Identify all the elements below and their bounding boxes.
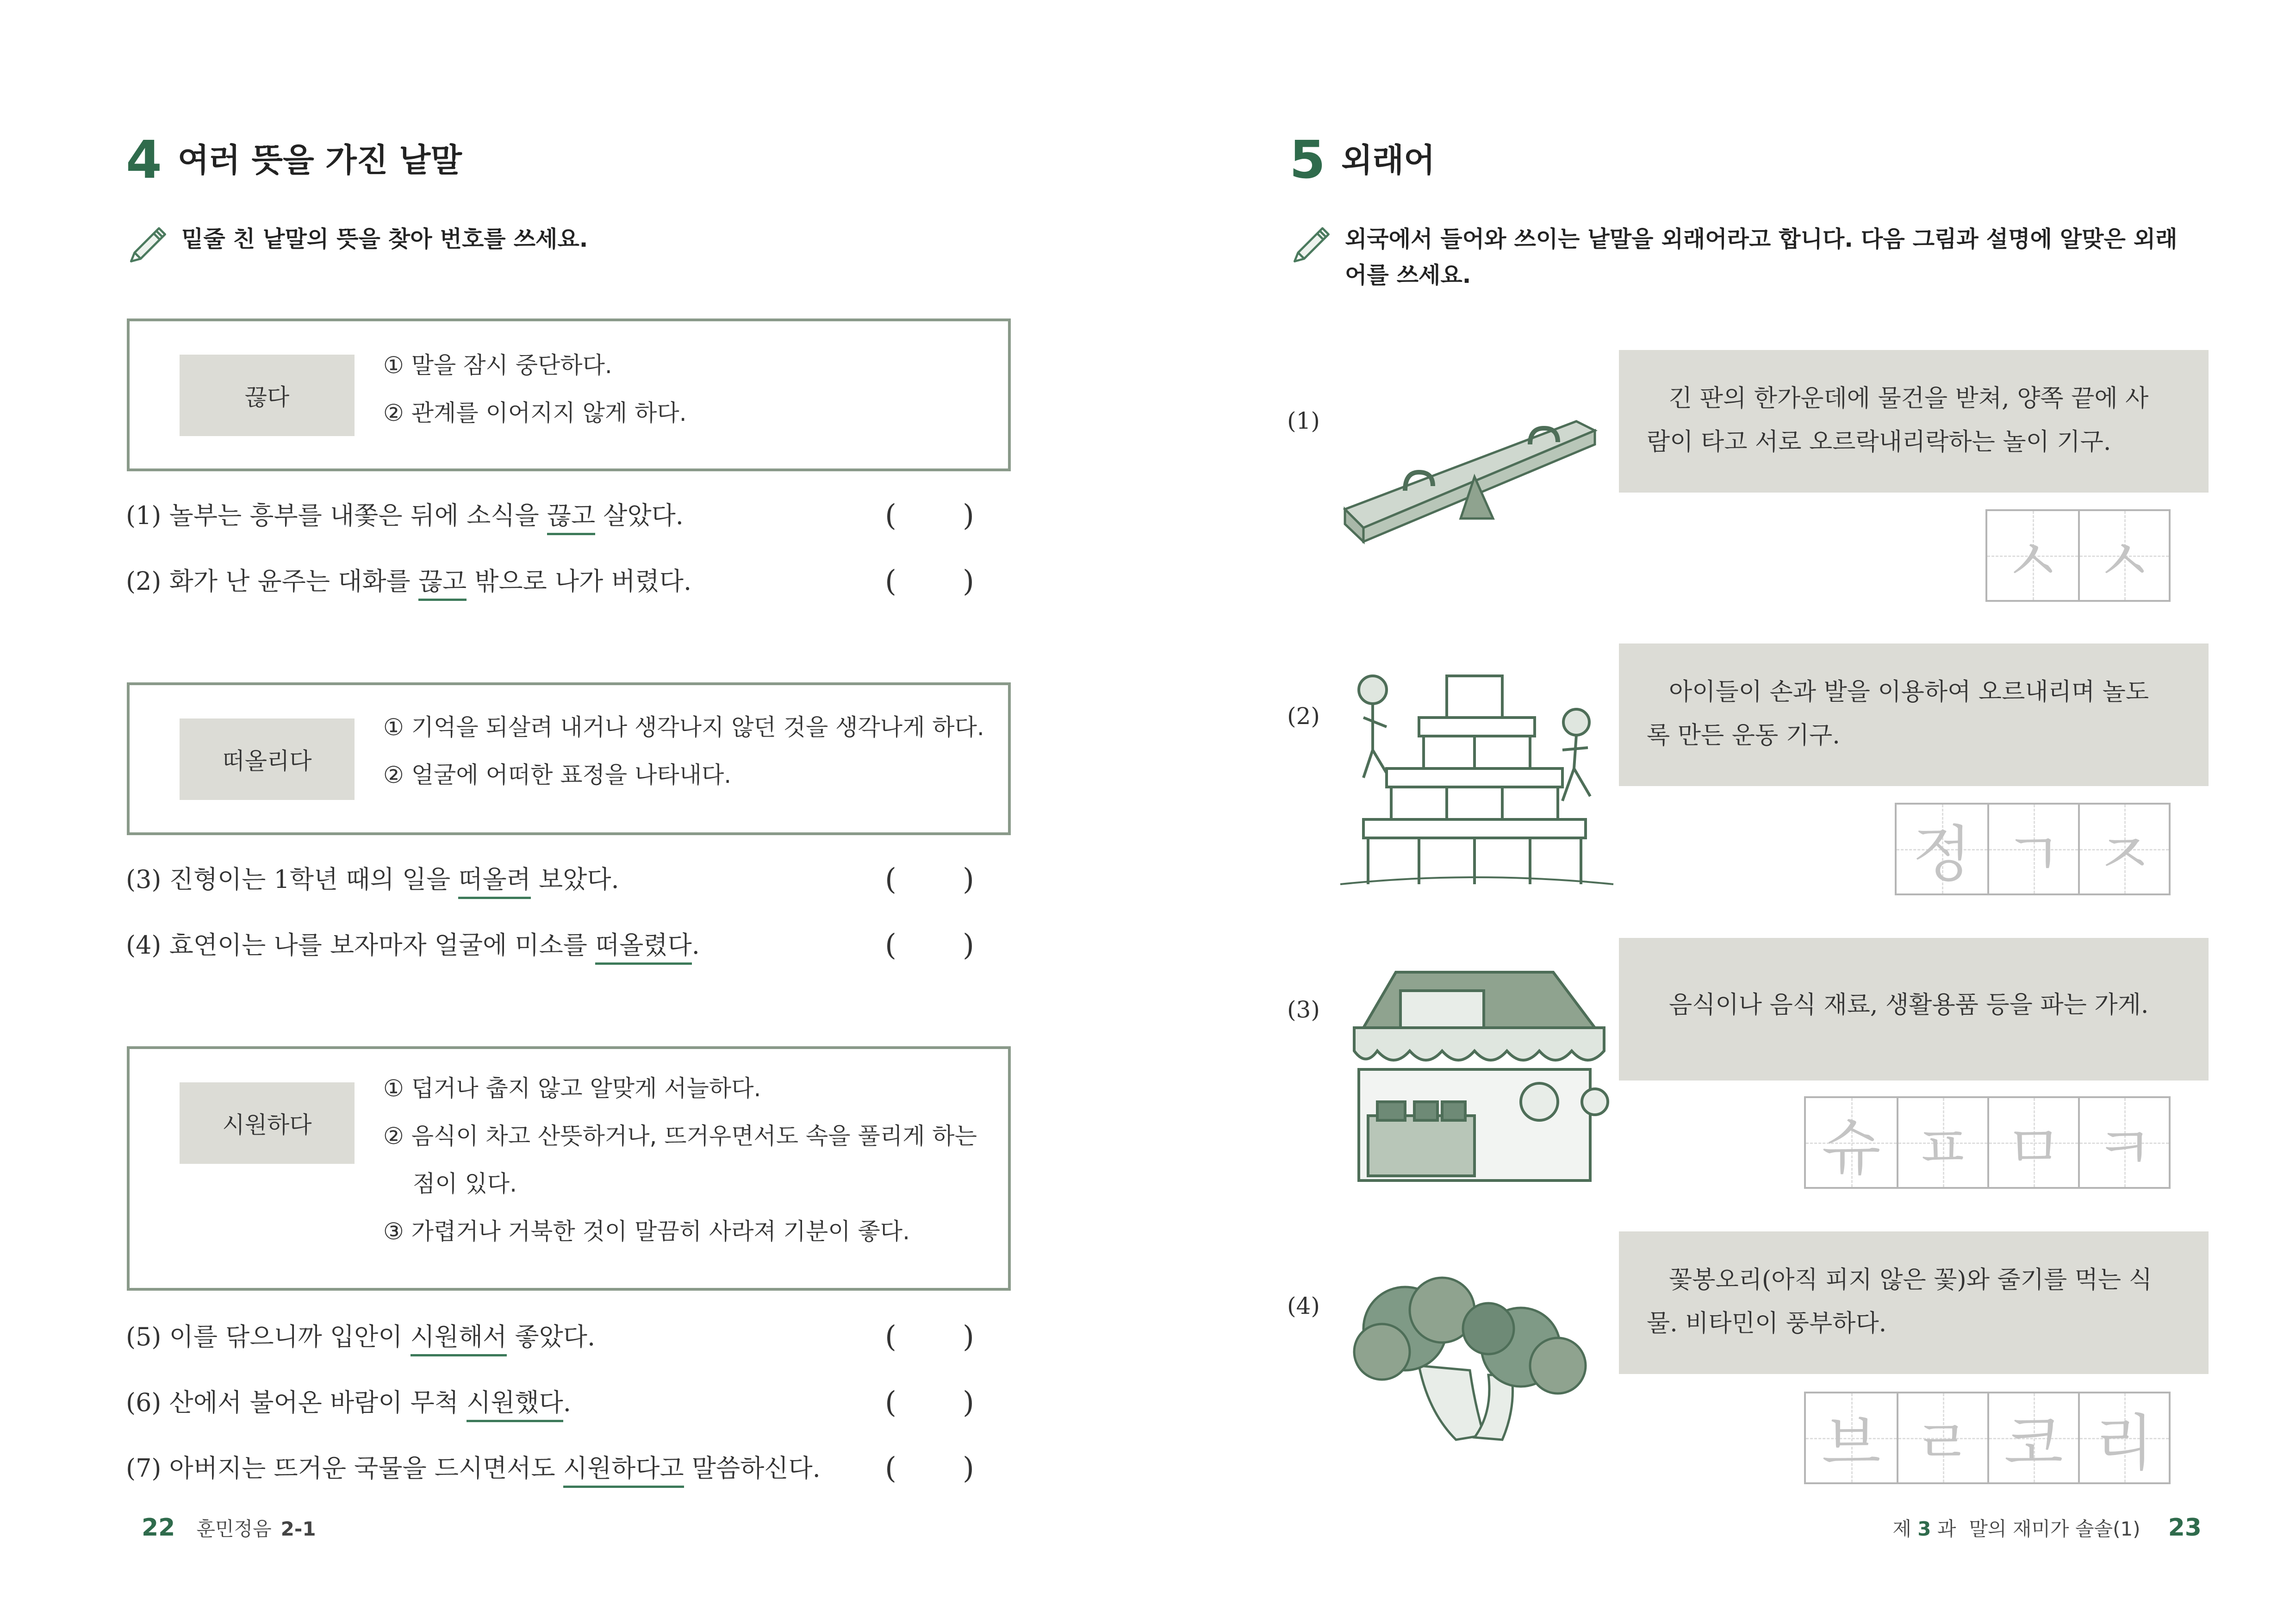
- meaning-list: [383, 1065, 977, 1255]
- answer-cell[interactable]: [1987, 511, 2078, 600]
- question-number: (7): [126, 1454, 162, 1483]
- page-footer: [142, 1514, 316, 1542]
- question-text: .: [691, 931, 700, 960]
- hint-char: ㄹ: [1913, 1408, 1972, 1479]
- description-box: [1619, 350, 2209, 493]
- question-number: (5): [126, 1322, 162, 1351]
- description-text: 긴 판의 한가운데에 물건을 받쳐, 양쪽 끝에 사: [1669, 385, 2149, 412]
- meaning-item: ① 덥거나 춥지 않고 알맞게 서늘하다.: [383, 1075, 761, 1102]
- seesaw-illustration: [1336, 403, 1627, 560]
- section-5-heading: [1289, 130, 1435, 190]
- answer-close-paren: ): [963, 928, 974, 962]
- meaning-list: [383, 704, 984, 799]
- word-tag: 끊다: [180, 355, 355, 436]
- hint-char: 정: [1912, 819, 1972, 890]
- answer-grid[interactable]: [1985, 509, 2171, 602]
- hint-char: ㅍ: [1913, 1112, 1972, 1184]
- question-text: .: [563, 1388, 571, 1417]
- item-label: (1): [1287, 407, 1320, 434]
- answer-grid[interactable]: [1804, 1392, 2171, 1484]
- answer-open-paren[interactable]: (: [885, 1386, 896, 1420]
- description-text: 물. 비타민이 풍부하다.: [1647, 1310, 1887, 1337]
- question-text: 진형이는 1학년 때의 일을: [169, 865, 459, 894]
- book-grade: 2-1: [280, 1518, 316, 1540]
- definition-box: [127, 1046, 1011, 1291]
- description-box: [1619, 938, 2209, 1081]
- hint-char: ㅅ: [2003, 525, 2062, 597]
- underlined-word: 떠올렸다: [595, 931, 692, 965]
- definition-box: [127, 319, 1011, 471]
- answer-close-paren: ): [963, 862, 974, 897]
- answer-cell[interactable]: [2078, 511, 2169, 600]
- question-number: (1): [126, 501, 162, 530]
- answer-cell[interactable]: [1987, 1393, 2078, 1482]
- question-text: 산에서 불어온 바람이 무척: [169, 1388, 467, 1417]
- meaning-item-continued: 점이 있다.: [413, 1170, 517, 1197]
- answer-grid[interactable]: [1804, 1096, 2171, 1189]
- hint-char: ㅁ: [2004, 1112, 2063, 1184]
- lesson-title: 말의 재미가 솔솔(1): [1969, 1518, 2140, 1540]
- lesson-label: [1892, 1514, 1956, 1542]
- answer-close-paren: ): [963, 1386, 974, 1420]
- item-label: (2): [1287, 703, 1320, 730]
- hint-char: 브: [1822, 1408, 1881, 1479]
- instruction: [1289, 221, 2178, 294]
- answer-close-paren: ): [963, 564, 974, 599]
- section-title: 외래어: [1341, 141, 1435, 179]
- question-text: 보았다.: [530, 865, 619, 894]
- jungle-gym-illustration: [1336, 667, 1627, 898]
- question-number: (6): [126, 1388, 162, 1417]
- answer-open-paren[interactable]: (: [885, 862, 896, 897]
- question-number: (4): [126, 931, 162, 960]
- page-footer: [1892, 1514, 2202, 1542]
- instruction-line: 외국에서 들어와 쓰이는 낱말을 외래어라고 합니다. 다음 그림과 설명에 알맞은 외래: [1345, 226, 2178, 252]
- broccoli-illustration: [1336, 1259, 1627, 1444]
- hint-char: 슈: [1822, 1112, 1881, 1184]
- instruction-text: 밑줄 친 낱말의 뜻을 찾아 번호를 쓰세요.: [181, 226, 588, 252]
- question-item: [126, 856, 987, 903]
- description-text: 꽃봉오리(아직 피지 않은 꽃)와 줄기를 먹는 식: [1669, 1266, 2152, 1294]
- word-tag: 시원하다: [180, 1082, 355, 1164]
- question-text: 아버지는 뜨거운 국물을 드시면서도: [169, 1454, 563, 1483]
- section-title: 여러 뜻을 가진 낱말: [177, 141, 462, 179]
- hint-char: ㄱ: [2004, 819, 2063, 890]
- answer-cell[interactable]: [1806, 1098, 1897, 1187]
- question-item: [126, 1314, 987, 1360]
- right-page: [1148, 0, 2296, 1624]
- answer-cell[interactable]: [1987, 805, 2078, 893]
- meaning-item: ③ 가렵거나 거북한 것이 말끔히 사라져 기분이 좋다.: [383, 1218, 910, 1245]
- answer-cell[interactable]: [1806, 1393, 1897, 1482]
- question-item: [126, 922, 987, 968]
- description-text: 음식이나 음식 재료, 생활용품 등을 파는 가게.: [1669, 991, 2149, 1019]
- answer-cell[interactable]: [2078, 1098, 2169, 1187]
- description-box: [1619, 1231, 2209, 1374]
- supermarket-illustration: [1336, 963, 1627, 1194]
- question-text: 효연이는 나를 보자마자 얼굴에 미소를: [169, 931, 596, 960]
- answer-grid[interactable]: [1895, 803, 2171, 895]
- underlined-word: 시원했다: [467, 1388, 563, 1422]
- question-text: 놀부는 흥부를 내쫓은 뒤에 소식을: [169, 501, 547, 530]
- hint-char: ㅅ: [2095, 525, 2154, 597]
- answer-close-paren: ): [963, 1320, 974, 1354]
- section-number: 5: [1289, 130, 1325, 190]
- meaning-item: ② 관계를 이어지지 않게 하다.: [383, 400, 687, 426]
- section-4-heading: [126, 130, 462, 190]
- question-item: [126, 493, 987, 539]
- item-label: (3): [1287, 996, 1320, 1023]
- answer-open-paren[interactable]: (: [885, 564, 896, 599]
- hint-char: ㅋ: [2095, 1112, 2154, 1184]
- hint-char: ㅈ: [2095, 819, 2154, 890]
- meaning-item: ① 기억을 되살려 내거나 생각나지 않던 것을 생각나게 하다.: [383, 714, 984, 741]
- question-text: 살았다.: [595, 501, 684, 530]
- book-title: 훈민정음: [196, 1518, 272, 1540]
- question-text: 화가 난 윤주는 대화를: [169, 567, 418, 596]
- question-item: [126, 558, 987, 605]
- answer-cell[interactable]: [1987, 1098, 2078, 1187]
- meaning-item: ② 음식이 차고 산뜻하거나, 뜨거우면서도 속을 풀리게 하는: [383, 1123, 977, 1149]
- description-text: 람이 타고 서로 오르락내리락하는 놀이 기구.: [1647, 428, 2111, 456]
- answer-open-paren[interactable]: (: [885, 499, 896, 533]
- lesson-prefix: 제: [1892, 1518, 1911, 1540]
- instruction-text: [1345, 221, 2178, 294]
- answer-cell[interactable]: [2078, 805, 2169, 893]
- answer-open-paren[interactable]: (: [885, 1451, 896, 1486]
- lesson-number: 3: [1917, 1518, 1931, 1540]
- meaning-item: ② 얼굴에 어떠한 표정을 나타내다.: [383, 762, 732, 788]
- meaning-item: ① 말을 잠시 중단하다.: [383, 352, 612, 379]
- item-label: (4): [1287, 1293, 1320, 1319]
- instruction-line: 어를 쓰세요.: [1345, 262, 1471, 288]
- question-text: 밖으로 나가 버렸다.: [467, 567, 692, 596]
- answer-open-paren[interactable]: (: [885, 928, 896, 962]
- answer-open-paren[interactable]: (: [885, 1320, 896, 1354]
- pencil-icon: [126, 221, 169, 265]
- page-number: 23: [2168, 1514, 2202, 1542]
- underlined-word: 시원하다고: [563, 1454, 684, 1488]
- underlined-word: 시원해서: [411, 1322, 507, 1356]
- question-number: (2): [126, 567, 162, 596]
- underlined-word: 끊고: [418, 567, 467, 601]
- question-text: 좋았다.: [507, 1322, 596, 1351]
- definition-box: [127, 682, 1011, 835]
- description-text: 아이들이 손과 발을 이용하여 오르내리며 놀도: [1669, 678, 2149, 706]
- lesson-suffix: 과: [1937, 1518, 1956, 1540]
- answer-close-paren: ): [963, 1451, 974, 1486]
- question-number: (3): [126, 865, 162, 894]
- section-number: 4: [126, 130, 162, 190]
- page-number: 22: [142, 1514, 175, 1542]
- question-item: [126, 1445, 987, 1492]
- word-tag: 떠올리다: [180, 718, 355, 800]
- underlined-word: 끊고: [547, 501, 595, 535]
- pencil-icon: [1289, 221, 1333, 265]
- description-text: 록 만든 운동 기구.: [1647, 722, 1840, 750]
- underlined-word: 떠올려: [458, 865, 531, 899]
- question-item: [126, 1380, 987, 1426]
- question-text: 말씀하신다.: [684, 1454, 821, 1483]
- meaning-list: [383, 342, 687, 437]
- question-text: 이를 닦으니까 입안이: [169, 1322, 411, 1351]
- answer-cell[interactable]: [1897, 805, 1987, 893]
- description-box: [1619, 643, 2209, 786]
- hint-char: 리: [2095, 1408, 2154, 1479]
- answer-close-paren: ): [963, 499, 974, 533]
- answer-cell[interactable]: [1897, 1098, 1987, 1187]
- hint-char: 코: [2004, 1408, 2063, 1479]
- answer-cell[interactable]: [1897, 1393, 1987, 1482]
- answer-cell[interactable]: [2078, 1393, 2169, 1482]
- instruction: [126, 221, 588, 265]
